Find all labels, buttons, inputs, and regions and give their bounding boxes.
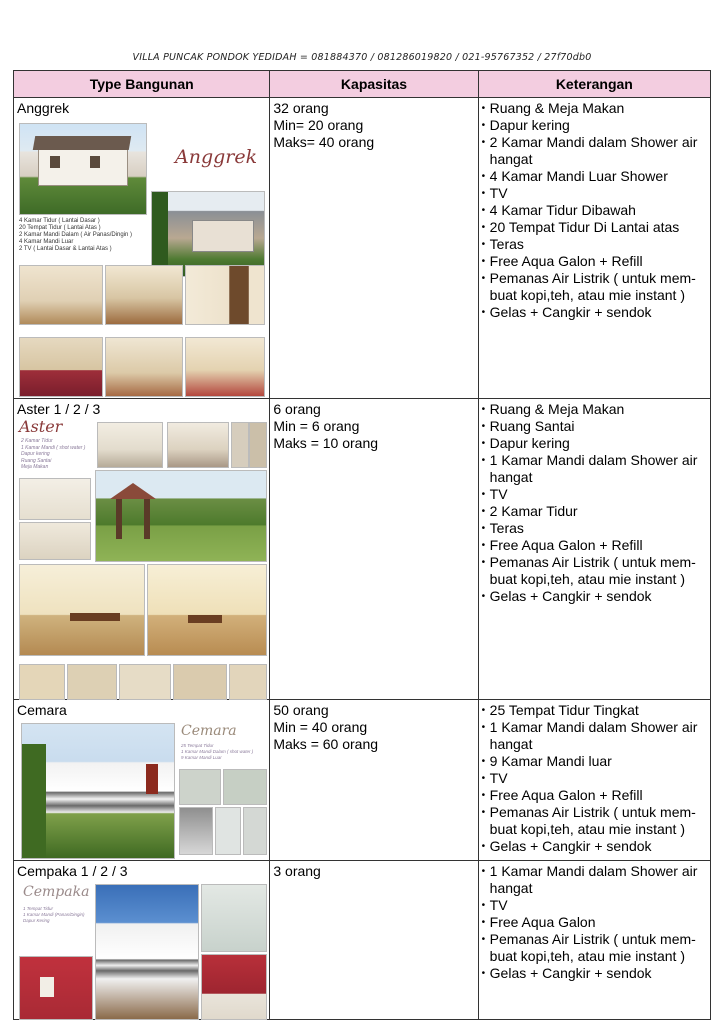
room-photo (231, 422, 249, 468)
description-cell-cempaka (478, 861, 710, 1020)
bunk-room-photo (179, 769, 221, 805)
garden-gazebo-photo (95, 470, 267, 562)
list-item: • Dapur kering (482, 117, 707, 134)
list-item: • 1 Kamar Mandi dalam Shower air hangat (482, 719, 707, 753)
column-header-type: Type Bangunan (14, 71, 270, 98)
capacity-total: 32 orang (273, 100, 329, 116)
list-item: • Pemanas Air Listrik ( untuk mem-buat kopi,teh, atau mie instant ) (482, 931, 707, 965)
list-item: • TV (482, 770, 707, 787)
list-item: • TV (482, 185, 707, 202)
type-cell-cempaka (14, 861, 270, 1020)
dining-room-photo (147, 564, 267, 656)
capacity-min: Min= 20 orang (273, 117, 364, 133)
column-header-capacity: Kapasitas (270, 71, 478, 98)
bedroom-photo (201, 954, 267, 1020)
bathroom-photo (243, 807, 267, 855)
capacity-max: Maks= 40 orang (273, 134, 375, 150)
list-item: • Ruang Santai (482, 418, 707, 435)
list-item: • 2 Kamar Tidur (482, 503, 707, 520)
list-item: • Ruang & Meja Makan (482, 401, 707, 418)
list-item: • TV (482, 486, 707, 503)
bathroom-photo (215, 807, 241, 855)
house-exterior-photo (19, 123, 147, 215)
table-row-aster (14, 399, 711, 700)
bathroom-photo (179, 807, 213, 855)
capacity-cell-cempaka (270, 861, 478, 1020)
photo-label-script: Aster (19, 417, 63, 436)
bedroom-photo (105, 265, 183, 325)
capacity-total: 50 orang (273, 702, 329, 718)
list-item: • Free Aqua Galon + Refill (482, 787, 707, 804)
contact-header: VILLA PUNCAK PONDOK YEDIDAH = 081884370 / 081286019820 / 021-95767352 / 27f70db0 (132, 52, 592, 63)
photo-notes: 2 Kamar Tidur 1 Kamar Mandi ( shot water ) Dapur kering Ruang Santai Meja Makan (21, 438, 86, 470)
list-item: • Teras (482, 236, 707, 253)
list-item: • TV (482, 897, 707, 914)
capacity-max: Maks = 10 orang (273, 435, 379, 451)
photo-collage-cempaka (17, 884, 265, 1018)
bedroom-photo (105, 337, 183, 397)
capacity-max: Maks = 60 orang (273, 736, 379, 752)
room-photo (119, 664, 171, 700)
photo-collage-cemara (17, 723, 265, 859)
column-header-description: Keterangan (478, 71, 710, 98)
room-photo (19, 478, 91, 520)
room-photo (97, 422, 163, 468)
list-item: • Free Aqua Galon + Refill (482, 253, 707, 270)
bathroom-photo (201, 884, 267, 952)
villa-type-table (13, 70, 711, 1020)
facility-list (482, 100, 707, 321)
type-cell-anggrek (14, 98, 270, 399)
capacity-cell-cemara (270, 700, 478, 861)
photo-label-script: Cemara (181, 723, 237, 739)
list-item: • Pemanas Air Listrik ( untuk mem-buat kopi,teh, atau mie instant ) (482, 804, 707, 838)
capacity-min: Min = 6 orang (273, 418, 360, 434)
type-cell-aster (14, 399, 270, 700)
room-photo (167, 422, 229, 468)
photo-notes: 1 Tempat Tidur 1 Kamar Mandi (Panas/Dingin) Dapur Kering (23, 906, 85, 923)
bunk-room-photo (223, 769, 267, 805)
room-photo (67, 664, 117, 700)
bedroom-photo (19, 956, 93, 1020)
list-item: • 1 Kamar Mandi dalam Shower air hangat (482, 452, 707, 486)
room-photo (173, 664, 227, 700)
list-item: • Gelas + Cangkir + sendok (482, 588, 707, 605)
list-item: • Ruang & Meja Makan (482, 100, 707, 117)
type-name: Cempaka 1 / 2 / 3 (17, 863, 128, 879)
facility-list (482, 702, 707, 855)
description-cell-anggrek (478, 98, 710, 399)
room-photo (249, 422, 267, 468)
capacity-cell-anggrek (270, 98, 478, 399)
description-cell-aster (478, 399, 710, 700)
capacity-total: 6 orang (273, 401, 321, 417)
capacity-min: Min = 40 orang (273, 719, 368, 735)
list-item: • 1 Kamar Mandi dalam Shower air hangat (482, 863, 707, 897)
room-photo (229, 664, 267, 700)
table-header-row (14, 71, 711, 98)
list-item: • Pemanas Air Listrik ( untuk mem-buat kopi,teh, atau mie instant ) (482, 270, 707, 304)
list-item: • Teras (482, 520, 707, 537)
room-photo (19, 664, 65, 700)
table-row-anggrek (14, 98, 711, 399)
list-item: • Free Aqua Galon + Refill (482, 537, 707, 554)
photo-collage-anggrek (17, 121, 265, 397)
room-door-photo (185, 265, 265, 325)
list-item: • Gelas + Cangkir + sendok (482, 838, 707, 855)
list-item: • 20 Tempat Tidur Di Lantai atas (482, 219, 707, 236)
list-item: • Pemanas Air Listrik ( untuk mem-buat kopi,teh, atau mie instant ) (482, 554, 707, 588)
type-name: Cemara (17, 702, 67, 718)
bedroom-window-photo (19, 337, 103, 397)
capacity-total: 3 orang (273, 863, 321, 879)
type-name: Anggrek (17, 100, 70, 116)
facility-list (482, 401, 707, 605)
list-item: • Dapur kering (482, 435, 707, 452)
list-item: • 2 Kamar Mandi dalam Shower air hangat (482, 134, 707, 168)
photo-label-script: Anggrek (175, 146, 258, 168)
list-item: • 25 Tempat Tidur Tingkat (482, 702, 707, 719)
room-photo (19, 522, 91, 560)
list-item: • 4 Kamar Tidur Dibawah (482, 202, 707, 219)
description-cell-cemara (478, 700, 710, 861)
table-row-cemara (14, 700, 711, 861)
facility-list (482, 863, 707, 982)
photo-notes: 25 Tempat Tidur 1 Kamar Mandi Dalam ( shot water ) 9 Kamar Mandi Luar (181, 743, 254, 760)
photo-label-script: Cempaka (23, 884, 90, 900)
capacity-cell-aster (270, 399, 478, 700)
barrack-exterior-photo (21, 723, 175, 859)
cottage-exterior-photo (95, 884, 199, 1020)
list-item: • Gelas + Cangkir + sendok (482, 304, 707, 321)
list-item: • 9 Kamar Mandi luar (482, 753, 707, 770)
list-item: • Gelas + Cangkir + sendok (482, 965, 707, 982)
bedroom-photo (185, 337, 265, 397)
type-name: Aster 1 / 2 / 3 (17, 401, 101, 417)
type-cell-cemara (14, 700, 270, 861)
bedroom-photo (19, 265, 103, 325)
photo-collage-aster (17, 417, 265, 698)
list-item: • Free Aqua Galon (482, 914, 707, 931)
table-row-cempaka (14, 861, 711, 1020)
list-item: • 4 Kamar Mandi Luar Shower (482, 168, 707, 185)
photo-notes: 4 Kamar Tidur ( Lantai Dasar ) 20 Tempat Tidur ( Lantai Atas ) 2 Kamar Mandi Dalam ( Air Panas/Dingin ) 4 Kamar Mandi Luar 2 TV ( Lantai Dasar & Lantai Atas ) (19, 218, 133, 252)
dining-room-photo (19, 564, 145, 656)
